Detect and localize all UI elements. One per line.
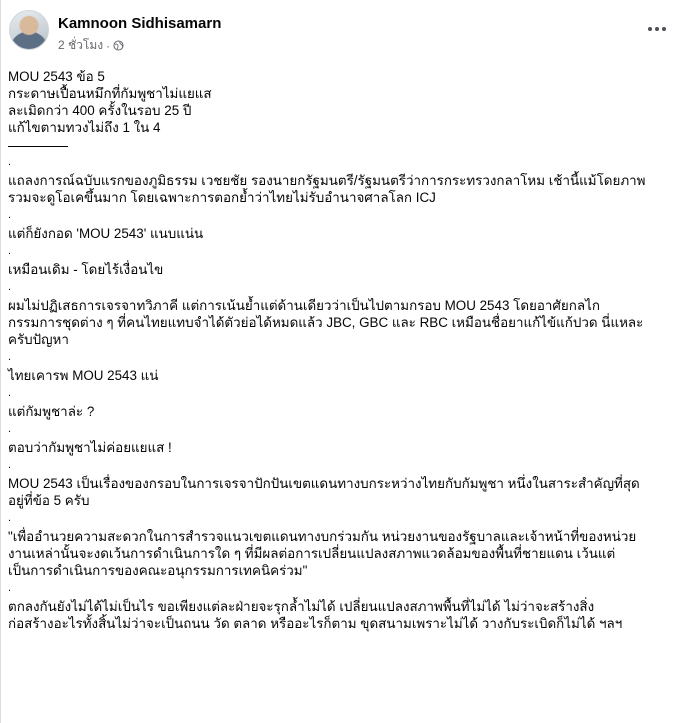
paragraph-line: ตกลงกันยังไม่ได้ไม่เป็นไร ขอเพียงแต่ละฝ่ายจะรุกล้ำไม่ได้ เปลี่ยนแปลงสภาพพื้นที่ไม่ได้ ไม่ว่าจะสร้างสิ่ง xyxy=(8,599,595,614)
paragraph-line: ผมไม่ปฏิเสธการเจรจาทวิภาคี แต่การเน้นย้ำแต่ด้านเดียวว่าเป็นไปตามกรอบ MOU 2543 โดยอาศัยกลไก xyxy=(8,298,600,313)
divider-line xyxy=(8,136,676,153)
paragraph-line: ก่อสร้างอะไรทั้งสิ้นไม่ว่าจะเป็นถนน วัด ตลาด หรืออะไรก็ตาม ขุดสนามเพราะไม่ได้ วางกับระเบิดก็ไม่ได้ ฯลฯ xyxy=(8,616,623,631)
post-timestamp[interactable]: 2 ชั่วโมง xyxy=(58,38,104,52)
more-options-icon xyxy=(648,27,652,31)
paragraph-line: แต่ก็ยังกอด 'MOU 2543' แนบแน่น xyxy=(8,226,204,241)
author-avatar[interactable] xyxy=(9,10,49,50)
post-line: กระดาษเปื้อนหมึกที่กัมพูชาไม่แยแส xyxy=(8,86,212,101)
post-line: MOU 2543 ข้อ 5 xyxy=(8,69,105,84)
spacer-dot: . xyxy=(8,245,12,257)
spacer-dot: . xyxy=(8,387,12,399)
paragraph-line: MOU 2543 เป็นเรื่องของกรอบในการเจรจาปักปันเขตแดนทางบกระหว่างไทยกับกัมพูชา หนึ่งในสาระสำคัญที่สุด xyxy=(8,476,640,491)
paragraph-line: แถลงการณ์ฉบับแรกของภูมิธรรม เวชยชัย รองนายกรัฐมนตรี/รัฐมนตรีว่าการกระทรวงกลาโหม เช้านี้แม้โดยภาพ xyxy=(8,173,646,188)
spacer-dot: . xyxy=(8,351,12,363)
globe-icon xyxy=(113,40,124,51)
paragraph-line: ครับปัญหา xyxy=(8,332,69,347)
spacer-dot: . xyxy=(8,582,12,594)
author-name[interactable]: Kamnoon Sidhisamarn xyxy=(58,15,222,32)
spacer-dot: . xyxy=(8,459,12,471)
paragraph-line: ตอบว่ากัมพูชาไม่ค่อยแยแส ! xyxy=(8,440,172,455)
quote-line: "เพื่ออำนวยความสะดวกในการสำรวจแนวเขตแดนทางบกร่วมกัน หน่วยงานของรัฐบาลและเจ้าหน้าที่ของหน่วย xyxy=(8,529,637,544)
paragraph-line: กรรมการชุดต่าง ๆ ที่คนไทยแทบจำได้ตัวย่อได้หมดแล้ว JBC, GBC และ RBC เหมือนชื่อยาแก้ไข้แก้ปวด นี่แหละ xyxy=(8,315,644,330)
post-header xyxy=(9,10,674,56)
spacer-dot: . xyxy=(8,512,12,524)
spacer-dot: . xyxy=(8,281,12,293)
post-meta xyxy=(58,36,124,55)
spacer-dot: . xyxy=(8,209,12,221)
quote-line: งานเหล่านั้นจะงดเว้นการดำเนินการใด ๆ ที่มีผลต่อการเปลี่ยนแปลงสภาพแวดล้อมของพื้นที่ชายแดน เว้นแต่ xyxy=(8,546,616,561)
paragraph-line: เหมือนเดิม - โดยไร้เงื่อนไข xyxy=(8,262,164,277)
paragraph-line: แต่กัมพูชาล่ะ ? xyxy=(8,404,95,419)
post-body xyxy=(8,68,676,632)
paragraph-line: อยู่ที่ข้อ 5 ครับ xyxy=(8,493,90,508)
post-line: แก้ไขตามทวงไม่ถึง 1 ใน 4 xyxy=(8,120,161,135)
more-options-dot xyxy=(655,27,659,31)
meta-separator: · xyxy=(106,38,111,53)
post-line: ละเมิดกว่า 400 ครั้งในรอบ 25 ปี xyxy=(8,103,192,118)
more-options-button[interactable] xyxy=(642,18,672,40)
spacer-dot: . xyxy=(8,423,12,435)
quote-line: เป็นการดำเนินการของคณะอนุกรรมการเทคนิคร่วม" xyxy=(8,563,308,578)
more-options-dot xyxy=(662,27,666,31)
paragraph-line: ไทยเคารพ MOU 2543 แน่ xyxy=(8,368,159,383)
spacer-dot: . xyxy=(8,156,12,168)
paragraph-line: รวมจะดูโอเคขึ้นมาก โดยเฉพาะการตอกย้ำว่าไทยไม่รับอำนาจศาลโลก ICJ xyxy=(8,190,436,205)
